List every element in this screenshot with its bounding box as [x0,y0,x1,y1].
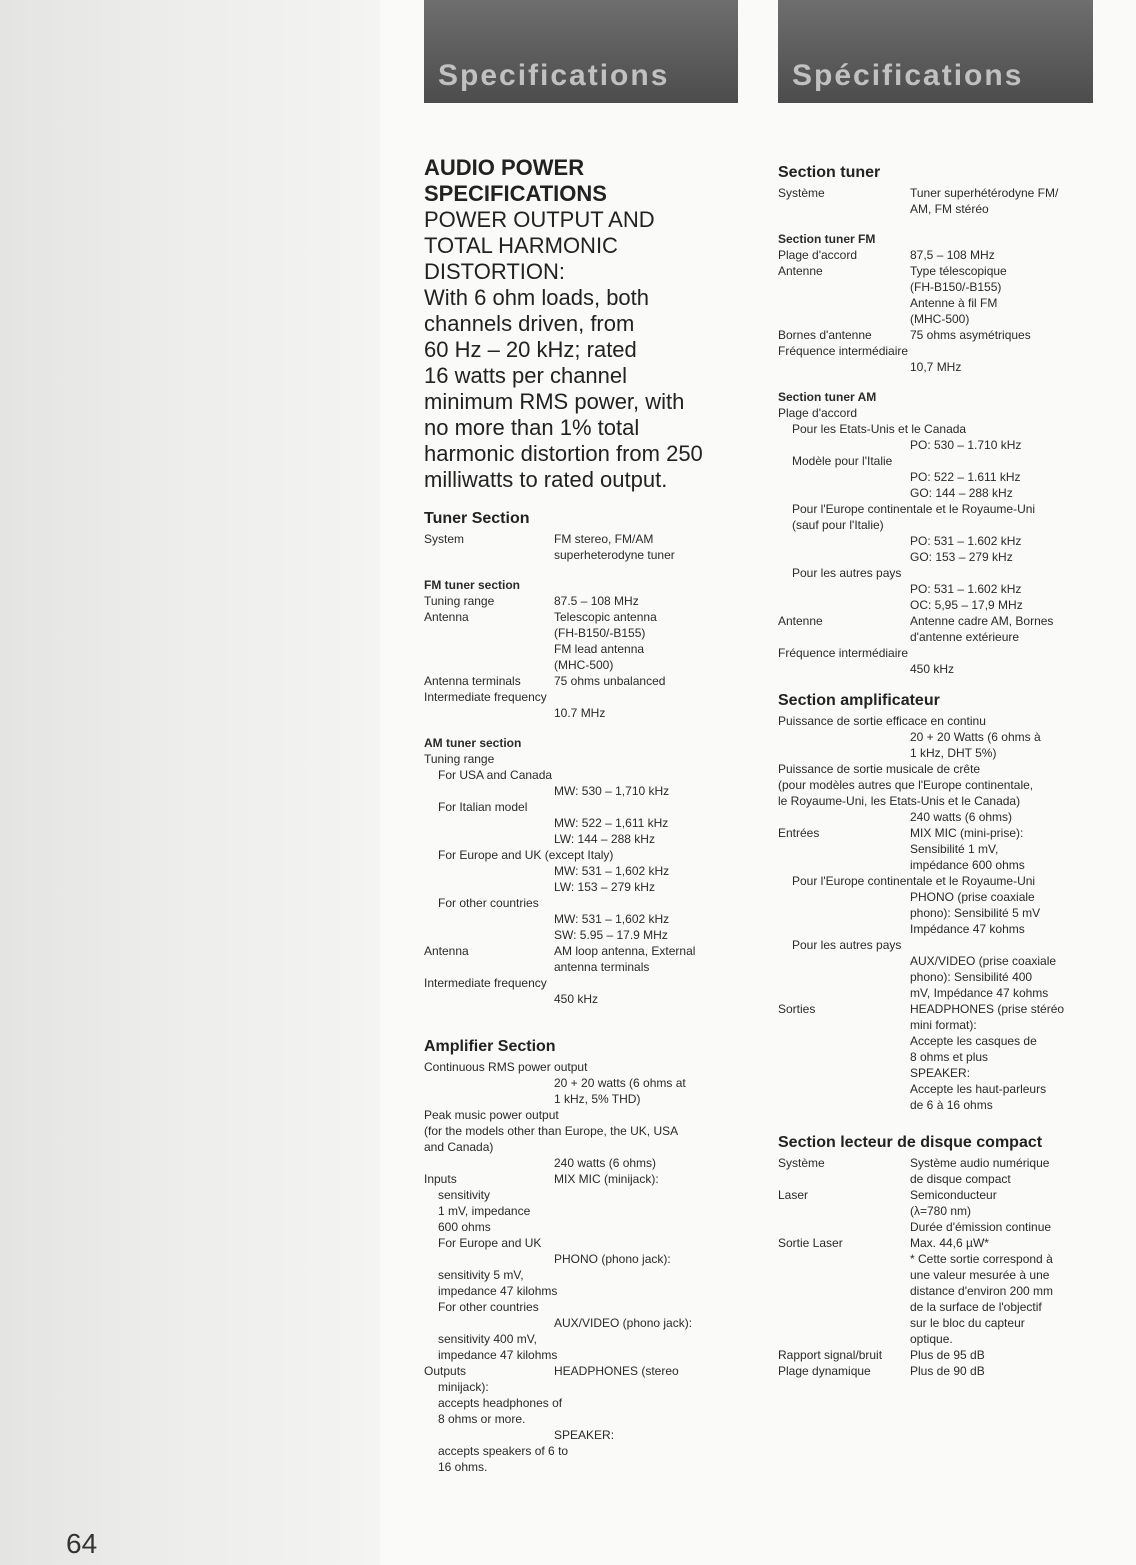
spec-value: PO: 530 – 1.710 kHz [910,438,1022,452]
spec-label: Sorties [778,1002,816,1016]
spec-value: 20 + 20 watts (6 ohms at [554,1076,686,1090]
spec-value: Accepte les casques de [910,1034,1037,1048]
spec-value: accepts speakers of 6 to [438,1444,569,1458]
spec-label: Puissance de sortie efficace en continu [778,714,986,728]
spec-value: mV, Impédance 47 kohms [910,986,1049,1000]
spec-label: Peak music power output [424,1108,559,1122]
audio-power-line: channels driven, from [424,311,635,336]
spec-value: 10.7 MHz [554,706,606,720]
spec-value: Tuner superhétérodyne FM/ [910,186,1059,200]
spec-value: AM loop antenna, External [554,944,696,958]
spec-label: Sortie Laser [778,1236,843,1250]
banner-english [424,0,738,103]
spec-label: Laser [778,1188,809,1202]
spec-label: Antenne [778,614,823,628]
spec-value: Antenne à fil FM [910,296,998,310]
spec-value: 240 watts (6 ohms) [910,810,1013,824]
spec-value: impédance 600 ohms [910,858,1025,872]
spec-value: MIX MIC (mini-prise): [910,826,1024,840]
spec-value: PHONO (phono jack): [554,1252,671,1266]
spec-value: LW: 144 – 288 kHz [554,832,655,846]
spec-value: distance d'environ 200 mm [910,1284,1054,1298]
spec-value: PHONO (prise coaxiale [910,890,1035,904]
spec-value: Durée d'émission continue [910,1220,1052,1234]
audio-power-title: AUDIO POWER [424,155,585,180]
spec-value: accepts headphones of [438,1396,563,1410]
spec-value: Type télescopique [910,264,1007,278]
spec-value: (MHC-500) [910,312,970,326]
spec-value: MW: 522 – 1,611 kHz [554,816,669,830]
spec-label: Pour les autres pays [792,938,902,952]
spec-value: HEADPHONES (prise stéréo [910,1002,1065,1016]
spec-label: Modèle pour l'Italie [792,454,893,468]
spec-label: Tuning range [424,752,495,766]
spec-value: SPEAKER: [554,1428,615,1442]
audio-power-line: POWER OUTPUT AND [424,207,655,232]
spec-value: sur le bloc du capteur [910,1316,1025,1330]
spec-value: 1 kHz, DHT 5%) [910,746,997,760]
spec-value: de 6 à 16 ohms [910,1098,993,1112]
audio-power-line: harmonic distortion from 250 [424,441,703,466]
spec-value: Plus de 90 dB [910,1364,985,1378]
spec-label: and Canada) [424,1140,494,1154]
spec-value: 1 kHz, 5% THD) [554,1092,641,1106]
french-column [778,163,1098,1379]
spec-value: 1 mV, impedance [438,1204,531,1218]
audio-power-line: With 6 ohm loads, both [424,285,650,310]
spec-label: Intermediate frequency [424,690,547,704]
spec-label: (for the models other than Europe, the UK, USA [424,1124,679,1138]
spec-label: System [424,532,465,546]
spec-value: phono): Sensibilité 5 mV [910,906,1041,920]
audio-power-line: 60 Hz – 20 kHz; rated [424,337,637,362]
spec-value: sensitivity 400 mV, [438,1332,537,1346]
audio-power-line: 16 watts per channel [424,363,628,388]
spec-label: For Europe and UK (except Italy) [438,848,614,862]
spec-value: AUX/VIDEO (phono jack): [554,1316,693,1330]
spec-value: FM lead antenna [554,642,645,656]
spec-label: Antenne [778,264,823,278]
spec-label: For Europe and UK [438,1236,542,1250]
spec-label: Inputs [424,1172,457,1186]
spec-value: Antenne cadre AM, Bornes [910,614,1054,628]
spec-value: 16 ohms. [438,1460,488,1474]
left-margin [0,0,380,1565]
spec-label: Bornes d'antenne [778,328,872,342]
spec-value: MW: 531 – 1,602 kHz [554,912,670,926]
spec-label: For other countries [438,896,539,910]
amplifier-section-heading-fr: Section amplificateur [778,692,940,709]
spec-value: FM stereo, FM/AM [554,532,654,546]
spec-value: de la surface de l'objectif [910,1300,1042,1314]
audio-power-line: no more than 1% total [424,415,640,440]
spec-label: (sauf pour l'Italie) [792,518,884,532]
tuner-section-heading-fr: Section tuner [778,164,881,181]
spec-value: LW: 153 – 279 kHz [554,880,655,894]
spec-value: * Cette sortie correspond à [910,1252,1053,1266]
spec-value: 8 ohms or more. [438,1412,526,1426]
spec-value: GO: 153 – 279 kHz [910,550,1013,564]
spec-value: 600 ohms [438,1220,491,1234]
spec-value: PO: 531 – 1.602 kHz [910,534,1022,548]
spec-value: SPEAKER: [910,1066,971,1080]
spec-value: (MHC-500) [554,658,614,672]
spec-label: Pour les Etats-Unis et le Canada [792,422,967,436]
spec-value: 450 kHz [910,662,955,676]
spec-value: HEADPHONES (stereo [554,1364,679,1378]
spec-label: Tuning range [424,594,495,608]
spec-label: Pour l'Europe continentale et le Royaume-Uni [792,874,1036,888]
spec-value: Impédance 47 kohms [910,922,1025,936]
am-section-heading-fr: Section tuner AM [778,390,877,404]
spec-value: 87,5 – 108 MHz [910,248,995,262]
spec-value: 75 ohms unbalanced [554,674,666,688]
spec-label: Plage dynamique [778,1364,871,1378]
cd-section-heading-fr: Section lecteur de disque compact [778,1134,1043,1151]
fm-section-heading: FM tuner section [424,578,521,592]
fm-section-heading-fr: Section tuner FM [778,232,876,246]
spec-label: Antenna [424,944,469,958]
spec-value: Sensibilité 1 mV, [910,842,999,856]
spec-label: Rapport signal/bruit [778,1348,883,1362]
audio-power-line: TOTAL HARMONIC [424,233,618,258]
spec-value: Telescopic antenna [554,610,657,624]
spec-label: Système [778,186,825,200]
spec-value: AM, FM stéréo [910,202,989,216]
spec-value: Semiconducteur [910,1188,997,1202]
spec-label: Antenna terminals [424,674,521,688]
spec-value: AUX/VIDEO (prise coaxiale [910,954,1057,968]
tuner-section-heading: Tuner Section [424,510,530,527]
spec-value: impedance 47 kilohms [438,1284,558,1298]
spec-value: 20 + 20 Watts (6 ohms à [910,730,1041,744]
spec-value: 450 kHz [554,992,599,1006]
spec-label: le Royaume-Uni, les Etats-Unis et le Canada) [778,794,1021,808]
spec-label: (pour modèles autres que l'Europe continentale, [778,778,1034,792]
spec-label: Fréquence intermédiaire [778,646,909,660]
spec-label: Outputs [424,1364,467,1378]
spec-value: (FH-B150/-B155) [910,280,1002,294]
spec-value: MIX MIC (minijack): [554,1172,659,1186]
page-number: 64 [66,1528,98,1559]
spec-label: Système [778,1156,825,1170]
spec-value: PO: 531 – 1.602 kHz [910,582,1022,596]
audio-power-line: DISTORTION: [424,259,565,284]
audio-power-title-2: SPECIFICATIONS [424,181,607,206]
spec-value: Système audio numérique [910,1156,1050,1170]
spec-value: Max. 44,6 µW* [910,1236,989,1250]
spec-value: d'antenne extérieure [910,630,1020,644]
spec-label: Plage d'accord [778,248,858,262]
spec-value: OC: 5,95 – 17,9 MHz [910,598,1023,612]
spec-label: Entrées [778,826,820,840]
audio-power-line: minimum RMS power, with [424,389,685,414]
spec-value: sensitivity [438,1188,491,1202]
spec-value: MW: 530 – 1,710 kHz [554,784,670,798]
spec-value: GO: 144 – 288 kHz [910,486,1013,500]
audio-power-block [424,155,754,493]
spec-label: For USA and Canada [438,768,553,782]
spec-value: antenna terminals [554,960,650,974]
banner-french-title: Spécifications [792,59,1024,92]
spec-value: SW: 5.95 – 17.9 MHz [554,928,668,942]
spec-value: une valeur mesurée à une [910,1268,1050,1282]
banner-english-title: Specifications [438,59,670,92]
spec-value: Plus de 95 dB [910,1348,985,1362]
banner-french [778,0,1093,103]
audio-power-line: milliwatts to rated output. [424,467,668,492]
spec-value: 87.5 – 108 MHz [554,594,639,608]
spec-value: de disque compact [910,1172,1011,1186]
spec-value: mini format): [910,1018,977,1032]
spec-label: Intermediate frequency [424,976,547,990]
spec-value: (λ=780 nm) [910,1204,972,1218]
spec-label: Antenna [424,610,469,624]
spec-value: phono): Sensibilité 400 [910,970,1033,984]
spec-value: 75 ohms asymétriques [910,328,1031,342]
amplifier-section-heading: Amplifier Section [424,1038,556,1055]
spec-label: Pour les autres pays [792,566,902,580]
spec-value: optique. [910,1332,953,1346]
english-column [424,155,754,1475]
spec-value: 240 watts (6 ohms) [554,1156,657,1170]
spec-value: MW: 531 – 1,602 kHz [554,864,670,878]
spec-value: 8 ohms et plus [910,1050,989,1064]
spec-value: 10,7 MHz [910,360,962,374]
spec-label: Fréquence intermédiaire [778,344,909,358]
spec-label: For other countries [438,1300,539,1314]
spec-label: Continuous RMS power output [424,1060,588,1074]
spec-value: sensitivity 5 mV, [438,1268,524,1282]
spec-value: superheterodyne tuner [554,548,675,562]
am-section-heading: AM tuner section [424,736,522,750]
spec-value: minijack): [438,1380,489,1394]
spec-value: Accepte les haut-parleurs [910,1082,1047,1096]
spec-label: For Italian model [438,800,528,814]
spec-label: Plage d'accord [778,406,858,420]
spec-value: impedance 47 kilohms [438,1348,558,1362]
spec-label: Puissance de sortie musicale de crête [778,762,981,776]
spec-value: PO: 522 – 1.611 kHz [910,470,1021,484]
spec-value: (FH-B150/-B155) [554,626,646,640]
spec-label: Pour l'Europe continentale et le Royaume-Uni [792,502,1036,516]
